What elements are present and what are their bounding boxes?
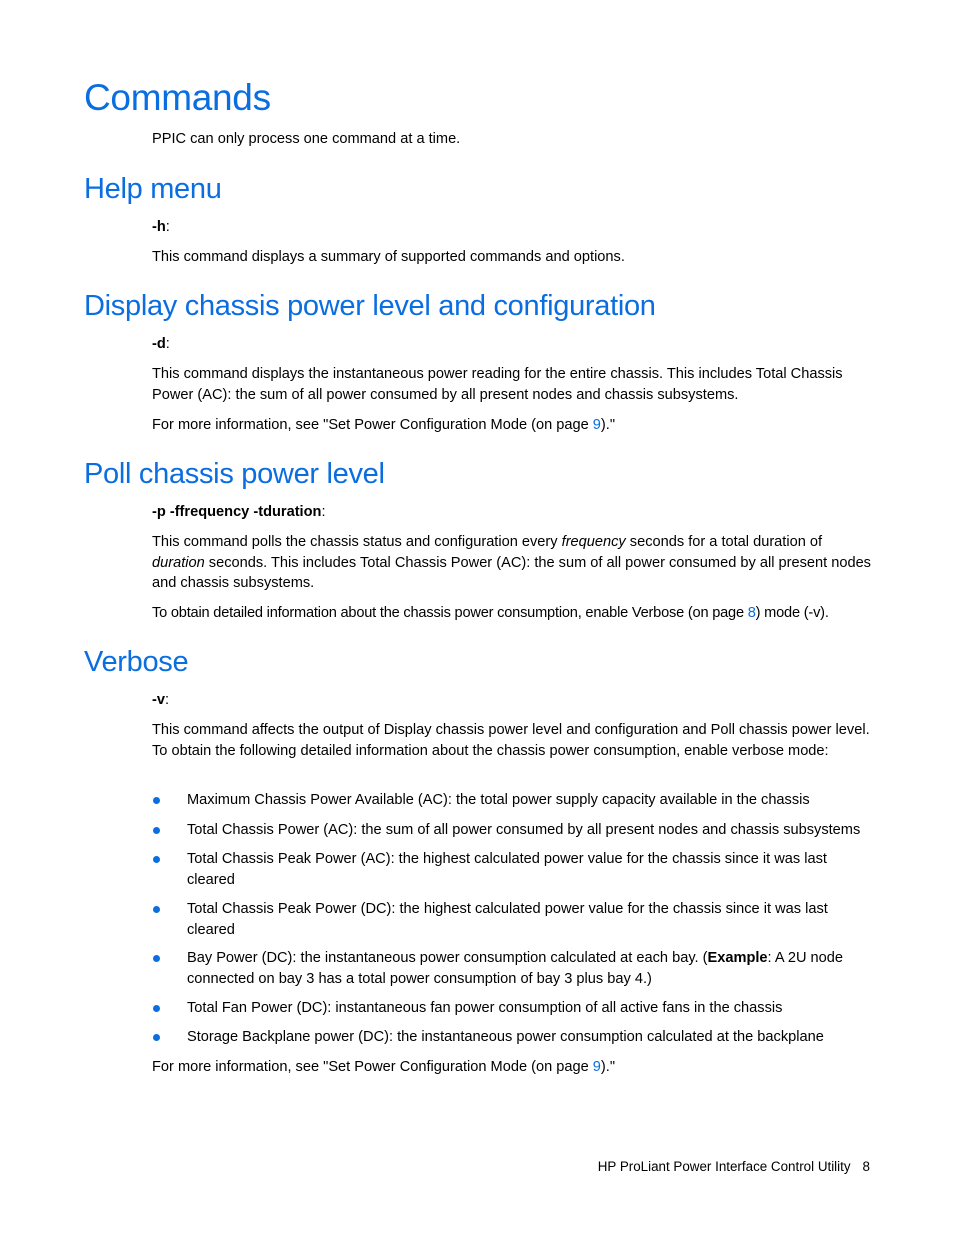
list-item-text: Total Fan Power (DC): instantaneous fan power consumption of all active fans in the chassis [187,1000,783,1016]
help-command [152,217,874,238]
list-item-text: Maximum Chassis Power Available (AC): the total power supply capacity available in the chassis [187,792,810,808]
verbose-command-colon: : [164,692,170,708]
list-item [152,1027,874,1048]
list-item [152,899,874,940]
verbose-heading: Verbose [84,646,189,678]
poll-obtain-suffix: ) mode (-v). [755,605,829,621]
display-command-flag: -d [152,336,166,352]
bullet-icon [153,955,160,962]
intro-text: PPIC can only process one command at a time. [152,131,461,147]
display-more-info [152,415,874,436]
poll-command-flag: -p -ffrequency -tduration [152,504,322,520]
page-title: Commands [84,77,271,118]
list-item [152,948,874,989]
bay-example-text: : A 2U node connected on bay 3 has a total power consumption of bay 3 plus bay 4.) [187,950,844,987]
poll-obtain-info [152,603,874,624]
display-description: This command displays the instantaneous power reading for the entire chassis. This includes Total Chassis Power (AC): the sum of all power consumed by all present nodes and chassis subsystems. [152,366,843,403]
display-command [152,334,874,355]
help-menu-heading: Help menu [84,173,222,205]
list-item [152,849,874,890]
verbose-more-prefix: For more information, see "Set Power Configuration Mode (on page [152,1059,593,1075]
display-more-prefix: For more information, see "Set Power Configuration Mode (on page [152,417,593,433]
display-page-link[interactable]: 9 [592,417,601,433]
verbose-command-flag: -v [152,692,165,708]
help-command-flag: -h [152,219,166,235]
display-more-suffix: )." [600,417,616,433]
list-item [152,820,874,841]
list-item-text [187,948,874,989]
display-command-colon: : [165,336,170,352]
poll-verbose-page-link[interactable]: 8 [747,605,756,621]
footer-page-number: 8 [862,1159,870,1174]
poll-command [152,502,874,523]
poll-chassis-heading: Poll chassis power level [84,458,385,490]
poll-description [152,532,874,594]
list-item-text: Storage Backplane power (DC): the instantaneous power consumption calculated at the backplane [187,1029,824,1045]
help-command-colon: : [165,219,170,235]
bullet-icon [153,1005,160,1012]
poll-desc-part-2: seconds for a total duration of [625,534,823,550]
bullet-icon [153,797,160,804]
list-item [152,790,874,811]
verbose-more-info [152,1057,874,1078]
bullet-icon [153,827,160,834]
verbose-page-link[interactable]: 9 [592,1059,601,1075]
help-description: This command displays a summary of supported commands and options. [152,249,625,265]
display-chassis-heading: Display chassis power level and configuration [84,290,656,322]
page-footer [598,1158,870,1176]
footer-title: HP ProLiant Power Interface Control Utility [597,1159,851,1174]
list-item [152,998,874,1019]
bullet-icon [153,1034,160,1041]
verbose-description: This command affects the output of Display chassis power level and configuration and Poll chassis power level. To obtain the following detailed information about the chassis power consumption, enable verbose mode: [152,722,870,759]
poll-desc-part-1: This command polls the chassis status and configuration every [152,534,562,550]
poll-obtain-prefix: To obtain detailed information about the chassis power consumption, enable Verbose (on page [152,605,748,621]
bullet-icon [153,906,160,913]
poll-command-colon: : [321,504,326,520]
verbose-command [152,690,874,711]
bay-example-label: Example [707,950,768,966]
poll-desc-frequency: frequency [561,534,626,550]
list-item-text: Total Chassis Peak Power (DC): the highest calculated power value for the chassis since it was last cleared [187,901,828,938]
verbose-more-suffix: )." [600,1059,616,1075]
bullet-icon [153,856,160,863]
bay-power-text: Bay Power (DC): the instantaneous power consumption calculated at each bay. ( [187,950,708,966]
list-item-text: Total Chassis Power (AC): the sum of all power consumed by all present nodes and chassis subsystems [187,822,861,838]
poll-desc-part-3: seconds. This includes Total Chassis Power (AC): the sum of all power consumed by all present nodes and chassis subsystems. [152,554,871,592]
list-item-text: Total Chassis Peak Power (AC): the highest calculated power value for the chassis since it was last cleared [187,851,827,888]
poll-desc-duration: duration [152,554,205,571]
